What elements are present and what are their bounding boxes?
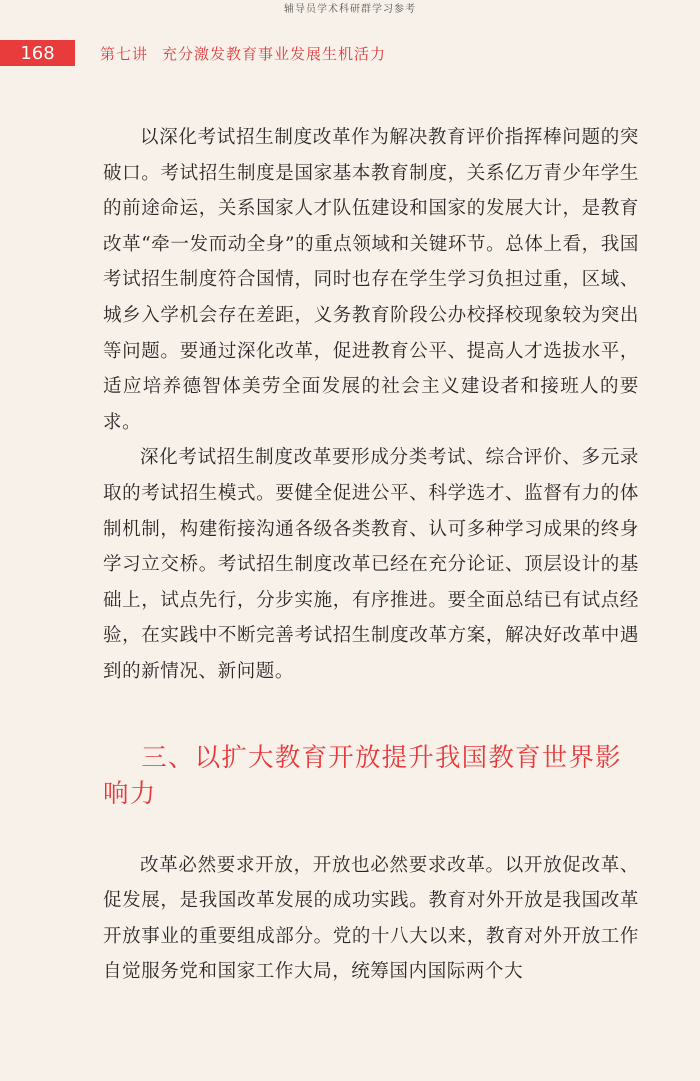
section-heading: 三、以扩大教育开放提升我国教育世界影响力 <box>103 742 622 809</box>
chapter-header <box>100 43 386 64</box>
chapter-number: 第七讲 <box>100 45 149 63</box>
chapter-title: 充分激发教育事业发展生机活力 <box>162 45 387 63</box>
header-note: 辅导员学术科研群学习参考 <box>284 4 416 15</box>
section-paragraph: 改革必然要求开放，开放也必然要求改革。以开放促改革、促发展，是我国改革发展的成功实践。教育对外开放是我国改革开放事业的重要组成部分。党的十八大以来，教育对外开放工作自觉服务党和国家工作大局，统筹国内国际两个大 <box>103 854 639 983</box>
body-paragraph-1: 以深化考试招生制度改革作为解决教育评价指挥棒问题的突破口。考试招生制度是国家基本教育制度，关系亿万青少年学生的前途命运，关系国家人才队伍建设和国家的发展大计，是教育改革“牵一发而动全身”的重点领域和关键环节。总体上看，我国考试招生制度符合国情，同时也存在学生学习负担过重，区域、城乡入学机会存在差距，义务教育阶段公办校择校现象较为突出等问题。要通过深化改革，促进教育公平、提高人才选拔水平，适应培养德智体美劳全面发展的社会主义建设者和接班人的要求。 <box>103 127 639 433</box>
page-number: 168 <box>0 40 75 66</box>
body-paragraph-2: 深化考试招生制度改革要形成分类考试、综合评价、多元录取的考试招生模式。要健全促进公平、科学选才、监督有力的体制机制，构建衔接沟通各级各类教育、认可多种学习成果的终身学习立交桥。考试招生制度改革已经在充分论证、顶层设计的基础上，试点先行，分步实施，有序推进。要全面总结已有试点经验，在实践中不断完善考试招生制度改革方案，解决好改革中遇到的新情况、新问题。 <box>103 447 639 682</box>
page-body <box>103 120 639 990</box>
